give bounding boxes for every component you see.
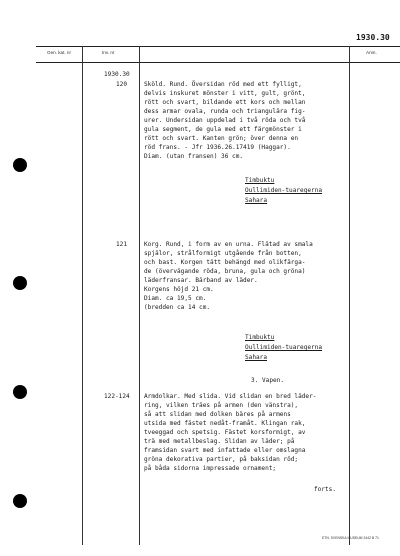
punch-hole xyxy=(13,494,27,508)
provenance-line: Timbuktu xyxy=(245,177,275,184)
inventory-number: 122-124 xyxy=(104,393,130,400)
entry-line: Diam. (utan fransen) 36 cm. xyxy=(144,153,244,160)
entry-line: gröna dekorativa partier, på baksidan röd; xyxy=(144,456,299,463)
column-header-gen-kat-nr: Gen. kat. nr xyxy=(47,50,72,55)
column-divider xyxy=(139,46,140,545)
column-header-anm: Anm. xyxy=(366,50,377,55)
inventory-number: 120 xyxy=(116,81,128,88)
form-footer: ETN. SVENSKA MUSEUM 2442 B 71 xyxy=(322,536,379,540)
entry-line: de (övervägande röda, bruna, gula och gröna) xyxy=(144,268,306,275)
section-heading: 3. Vapen. xyxy=(251,377,285,384)
entry-line: trä med metallbeslag. Slidan av läder; på xyxy=(144,438,295,445)
entry-line: framsidan svart med infattade eller omslagna xyxy=(144,447,306,454)
entry-line: tveeggad och spetsig. Fästet korsformigt, av xyxy=(144,429,306,436)
entry-line: rött och svart. Kanten grön; över denna en xyxy=(144,135,299,142)
provenance-line: Timbuktu xyxy=(245,334,275,341)
entry-line: Diam. ca 19,5 cm. xyxy=(144,295,207,302)
header-top-rule xyxy=(36,46,400,47)
provenance-line: Oullimiden-tuaregerna xyxy=(245,344,323,351)
entry-line: gula segment, de gula med ett färgmönster i xyxy=(144,126,302,133)
punch-hole xyxy=(13,158,27,172)
header-bottom-rule xyxy=(36,62,400,63)
entry-line: Korgens höjd 21 cm. xyxy=(144,286,214,293)
entry-line: röd frans. - Jfr 1936.26.17419 (Haggar). xyxy=(144,144,291,151)
entry-line: rött och svart, bildande ett kors och mellan xyxy=(144,99,306,106)
entry-line: så att slidan med dolken bäres på armens xyxy=(144,411,291,418)
entry-line: (bredden ca 14 cm. xyxy=(144,304,211,311)
entry-line: urer. Undersidan uppdelad i två röda och två xyxy=(144,117,306,124)
entry-line: utsida med fästet nedåt-framåt. Klingan rak, xyxy=(144,420,306,427)
entry-line: och bast. Korgen tätt behängd med olikfärga- xyxy=(144,259,306,266)
punch-hole xyxy=(13,276,27,290)
entry-line: Armdolkar. Med slida. Vid slidan en bred läder- xyxy=(144,393,317,400)
entry-line: delvis inskuret mönster i vitt, gult, grönt, xyxy=(144,90,306,97)
entry-line: ring, vilken träes på armen (den vänstra), xyxy=(144,402,299,409)
provenance-line: Sahara xyxy=(245,354,268,361)
entry-line: spjälor, strålformigt utgående från botten, xyxy=(144,250,302,257)
record-group-number: 1930.30 xyxy=(104,71,130,78)
entry-line: dess armar ovala, runda och triangulära fig- xyxy=(144,108,306,115)
column-divider xyxy=(349,46,350,545)
inventory-number: 121 xyxy=(116,241,128,248)
entry-line: Korg. Rund, i form av en urna. Flätad av smala xyxy=(144,241,313,248)
column-divider xyxy=(82,46,83,545)
entry-line: läderfransar. Bärband av läder. xyxy=(144,277,258,284)
provenance-line: Oullimiden-tuaregerna xyxy=(245,187,323,194)
continuation-note: forts. xyxy=(314,486,337,493)
column-header-inv-nr: Inv. nr xyxy=(102,50,115,55)
entry-line: Sköld. Rund. Översidan röd med ett fylligt, xyxy=(144,81,302,88)
provenance-line: Sahara xyxy=(245,197,268,204)
page-number: 1930.30 xyxy=(356,33,390,42)
entry-line: på båda sidorna impressade ornament; xyxy=(144,465,277,472)
punch-hole xyxy=(13,385,27,399)
